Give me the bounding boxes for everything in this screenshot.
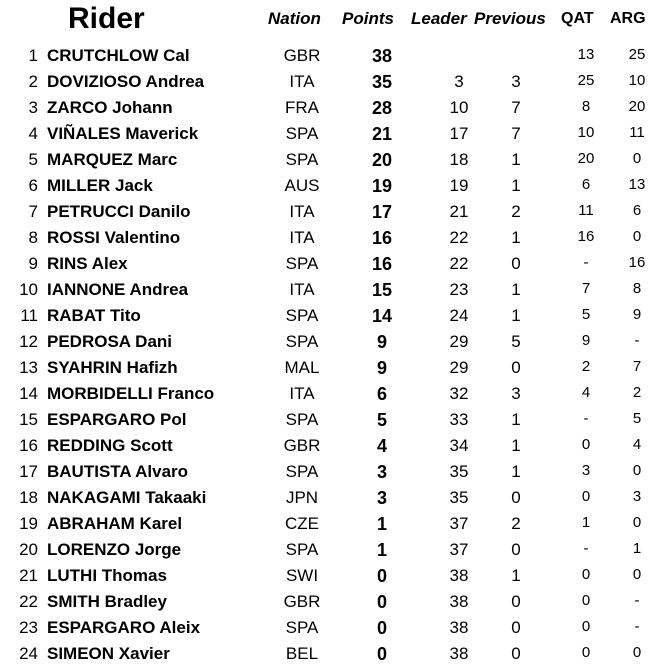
rider-qat-points: 0 [581,566,591,583]
rider-position: 3 [28,98,38,117]
rider-position: 22 [19,592,38,611]
rider-gap-leader: 22 [449,254,469,273]
header-leader: Leader [411,9,467,28]
rider-nation: SWI [285,566,319,585]
rider-gap-leader: 38 [449,618,469,637]
rider-gap-leader: 38 [449,592,469,611]
rider-name: REDDING Scott [47,436,173,455]
rider-name: ABRAHAM Karel [47,514,183,533]
rider-arg-points: 3 [632,488,642,505]
rider-gap-leader: 17 [449,124,469,143]
rider-gap-previous: 0 [511,618,521,637]
table-row [0,511,660,537]
rider-nation: ITA [289,202,315,221]
rider-gap-previous: 3 [511,384,521,403]
rider-qat-points: 8 [581,98,591,115]
rider-position: 1 [28,46,38,65]
rider-name: PETRUCCI Danilo [47,202,191,221]
table-row [0,147,660,173]
rider-gap-previous: 0 [511,644,521,663]
rider-position: 14 [19,384,38,403]
rider-nation: ITA [289,72,315,91]
rider-qat-points: 0 [581,618,591,635]
rider-position: 6 [28,176,38,195]
header-nation: Nation [268,9,321,28]
rider-gap-leader: 34 [449,436,469,455]
standings-table [0,43,660,667]
rider-arg-points: 20 [628,98,646,115]
rider-nation: JPN [285,488,319,507]
header-arg: ARG [610,10,646,27]
rider-position: 18 [19,488,38,507]
rider-points: 0 [376,644,387,664]
rider-nation: GBR [283,46,321,65]
table-row [0,43,660,69]
rider-gap-previous: 0 [511,358,521,377]
rider-gap-leader: 32 [449,384,469,403]
rider-qat-points: - [583,540,589,557]
rider-gap-previous: 1 [511,410,521,429]
rider-gap-leader: 38 [449,566,469,585]
rider-nation: SPA [285,306,319,325]
rider-arg-points: - [634,592,640,609]
header-points: Points [342,9,394,28]
rider-nation: CZE [285,514,319,533]
rider-arg-points: 16 [628,254,646,271]
rider-name: SMITH Bradley [47,592,167,611]
rider-name: NAKAGAMI Takaaki [47,488,207,507]
rider-qat-points: 7 [581,280,591,297]
rider-gap-previous: 3 [511,72,521,91]
rider-gap-previous: 1 [511,306,521,325]
rider-name: VIÑALES Maverick [47,124,199,143]
rider-points: 16 [371,254,393,274]
header-previous: Previous [474,9,546,28]
rider-name: BAUTISTA Alvaro [47,462,189,481]
rider-nation: ITA [289,280,315,299]
rider-name: LUTHI Thomas [47,566,167,585]
rider-gap-previous: 2 [511,202,521,221]
rider-qat-points: 10 [577,124,595,141]
rider-gap-previous: 0 [511,488,521,507]
rider-nation: MAL [284,358,320,377]
table-row [0,485,660,511]
rider-points: 3 [376,462,387,482]
header-rider: Rider [68,2,145,35]
rider-gap-leader: 22 [449,228,469,247]
table-row [0,589,660,615]
rider-nation: SPA [285,150,319,169]
rider-qat-points: 0 [581,436,591,453]
rider-qat-points: 25 [577,72,595,89]
rider-qat-points: 9 [581,332,591,349]
rider-arg-points: 2 [632,384,642,401]
rider-points: 17 [371,202,393,222]
rider-arg-points: 0 [632,150,642,167]
rider-points: 35 [371,72,393,92]
rider-nation: BEL [285,644,319,663]
table-row [0,277,660,303]
rider-gap-previous: 0 [511,592,521,611]
rider-nation: SPA [285,540,319,559]
rider-points: 0 [376,592,387,612]
rider-position: 4 [28,124,38,143]
rider-points: 19 [371,176,393,196]
rider-gap-leader: 18 [449,150,469,169]
rider-gap-previous: 7 [511,98,521,117]
rider-name: CRUTCHLOW Cal [47,46,190,65]
rider-gap-previous: 1 [511,462,521,481]
rider-nation: SPA [285,124,319,143]
rider-gap-leader: 35 [449,462,469,481]
table-row [0,407,660,433]
rider-position: 2 [28,72,38,91]
rider-gap-leader: 29 [449,358,469,377]
rider-name: ZARCO Johann [47,98,173,117]
rider-qat-points: 2 [581,358,591,375]
rider-arg-points: 25 [628,46,646,63]
rider-gap-previous: 7 [511,124,521,143]
rider-qat-points: 5 [581,306,591,323]
table-row [0,95,660,121]
rider-name: LORENZO Jorge [47,540,182,559]
rider-gap-previous: 0 [511,254,521,273]
rider-gap-leader: 23 [449,280,469,299]
rider-points: 0 [376,618,387,638]
table-row [0,641,660,667]
rider-arg-points: 7 [632,358,642,375]
table-row [0,459,660,485]
rider-position: 19 [19,514,38,533]
rider-qat-points: 4 [581,384,591,401]
rider-gap-leader: 24 [449,306,469,325]
rider-position: 20 [19,540,38,559]
rider-nation: AUS [284,176,320,195]
rider-position: 13 [19,358,38,377]
table-row [0,355,660,381]
rider-arg-points: 0 [632,462,642,479]
rider-gap-leader: 35 [449,488,469,507]
rider-gap-previous: 1 [511,228,521,247]
rider-arg-points: 8 [632,280,642,297]
rider-arg-points: 6 [632,202,642,219]
table-row [0,329,660,355]
rider-arg-points: 0 [632,566,642,583]
rider-gap-leader: 38 [449,644,469,663]
rider-qat-points: 0 [581,488,591,505]
table-row [0,615,660,641]
rider-nation: GBR [283,436,321,455]
rider-name: SYAHRIN Hafizh [47,358,178,377]
rider-position: 17 [19,462,38,481]
rider-qat-points: 1 [581,514,591,531]
rider-points: 21 [371,124,393,144]
rider-position: 11 [20,306,38,325]
rider-gap-leader: 10 [449,98,469,117]
rider-name: RINS Alex [47,254,128,273]
rider-points: 15 [371,280,393,300]
table-row [0,381,660,407]
rider-points: 20 [371,150,393,170]
rider-qat-points: 20 [577,150,595,167]
rider-name: DOVIZIOSO Andrea [47,72,205,91]
rider-position: 24 [19,644,38,663]
table-row [0,225,660,251]
rider-points: 6 [376,384,387,404]
rider-name: ESPARGARO Aleix [47,618,201,637]
rider-arg-points: 5 [632,410,642,427]
rider-arg-points: 0 [632,514,642,531]
rider-position: 15 [19,410,38,429]
rider-arg-points: 9 [632,306,642,323]
rider-position: 5 [28,150,38,169]
rider-name: IANNONE Andrea [47,280,189,299]
rider-qat-points: 16 [577,228,595,245]
rider-position: 23 [19,618,38,637]
rider-gap-leader: 19 [449,176,469,195]
rider-nation: SPA [285,462,319,481]
rider-gap-previous: 1 [511,176,521,195]
table-row [0,251,660,277]
rider-name: MARQUEZ Marc [47,150,178,169]
rider-points: 9 [376,332,387,352]
rider-gap-leader: 3 [454,72,464,91]
rider-points: 0 [376,566,387,586]
rider-position: 9 [28,254,38,273]
rider-nation: FRA [285,98,319,117]
rider-gap-previous: 1 [511,150,521,169]
header-qat: QAT [561,10,594,27]
rider-gap-leader: 37 [449,514,469,533]
rider-gap-previous: 1 [511,566,521,585]
table-row [0,121,660,147]
table-row [0,173,660,199]
rider-qat-points: 6 [581,176,591,193]
rider-points: 9 [376,358,387,378]
rider-arg-points: 13 [628,176,646,193]
rider-nation: GBR [283,592,321,611]
rider-position: 12 [19,332,38,351]
rider-points: 28 [371,98,393,118]
rider-name: ESPARGARO Pol [47,410,187,429]
rider-points: 3 [376,488,387,508]
rider-arg-points: - [634,332,640,349]
rider-nation: SPA [285,410,319,429]
rider-gap-previous: 0 [511,540,521,559]
rider-qat-points: 0 [581,592,591,609]
rider-gap-leader: 37 [449,540,469,559]
rider-name: MILLER Jack [47,176,153,195]
rider-points: 1 [376,514,387,534]
rider-gap-previous: 1 [511,436,521,455]
table-row [0,199,660,225]
rider-qat-points: - [583,410,589,427]
rider-gap-previous: 5 [511,332,521,351]
rider-name: PEDROSA Dani [47,332,173,351]
rider-name: RABAT Tito [47,306,141,325]
rider-position: 16 [19,436,38,455]
rider-nation: ITA [289,384,315,403]
rider-qat-points: 0 [581,644,591,661]
rider-qat-points: 13 [577,46,595,63]
rider-arg-points: - [634,618,640,635]
rider-nation: ITA [289,228,315,247]
rider-nation: SPA [285,332,319,351]
table-row [0,433,660,459]
rider-points: 16 [371,228,393,248]
rider-position: 21 [19,566,38,585]
rider-arg-points: 1 [632,540,642,557]
rider-qat-points: 3 [581,462,591,479]
rider-gap-previous: 2 [511,514,521,533]
rider-points: 38 [371,46,393,66]
rider-gap-leader: 21 [449,202,469,221]
rider-arg-points: 11 [629,124,645,141]
rider-name: ROSSI Valentino [47,228,181,247]
rider-position: 8 [28,228,38,247]
rider-position: 7 [28,202,38,221]
rider-arg-points: 0 [632,644,642,661]
rider-nation: SPA [285,254,319,273]
rider-gap-previous: 1 [511,280,521,299]
table-header [0,0,660,40]
rider-name: MORBIDELLI Franco [47,384,215,403]
rider-qat-points: 11 [578,202,594,219]
rider-qat-points: - [583,254,589,271]
rider-gap-leader: 33 [449,410,469,429]
table-row [0,69,660,95]
rider-points: 14 [371,306,393,326]
rider-gap-leader: 29 [449,332,469,351]
rider-nation: SPA [285,618,319,637]
table-row [0,563,660,589]
table-row [0,303,660,329]
rider-arg-points: 4 [632,436,642,453]
rider-arg-points: 10 [628,72,646,89]
table-row [0,537,660,563]
rider-arg-points: 0 [632,228,642,245]
rider-name: SIMEON Xavier [47,644,170,663]
rider-points: 5 [376,410,387,430]
rider-points: 4 [376,436,387,456]
rider-points: 1 [376,540,387,560]
rider-position: 10 [19,280,38,299]
